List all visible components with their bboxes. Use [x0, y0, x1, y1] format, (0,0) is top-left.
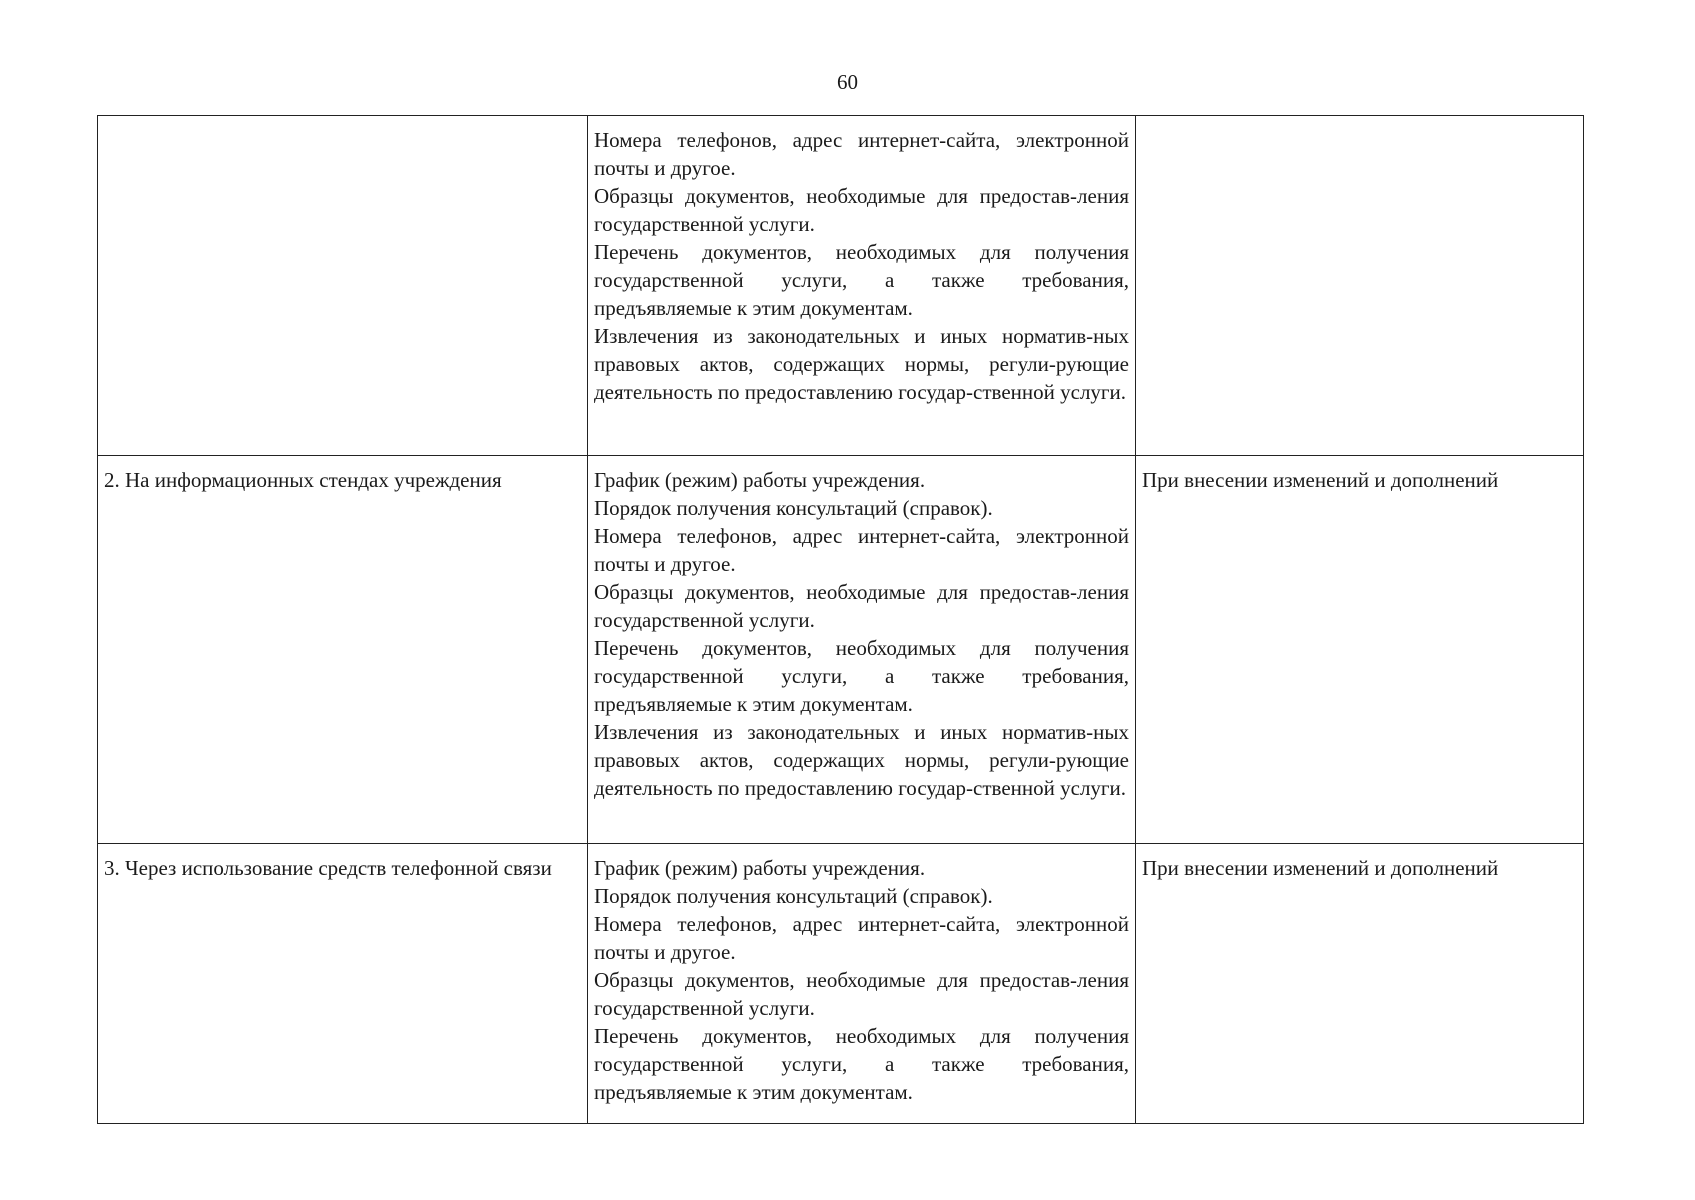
info-item: График (режим) работы учреждения. — [594, 856, 926, 880]
timing-cell: При внесении изменений и дополнений — [1136, 844, 1584, 1124]
info-item: Извлечения из законодательных и иных норматив-ных правовых актов, содержащих нормы, регули-рующие деятельность по предоставлению государ-ственной услуги. — [594, 324, 1129, 404]
info-table — [97, 115, 1584, 1124]
method-cell: 3. Через использование средств телефонной связи — [98, 844, 588, 1124]
info-item: Номера телефонов, адрес интернет-сайта, электронной почты и другое. — [594, 524, 1129, 576]
info-cell — [588, 456, 1136, 844]
table-row — [98, 456, 1584, 844]
info-item: Извлечения из законодательных и иных норматив-ных правовых актов, содержащих нормы, регули-рующие деятельность по предоставлению государ-ственной услуги. — [594, 720, 1129, 800]
info-item: Перечень документов, необходимых для получения государственной услуги, а также требования, предъявляемые к этим документам. — [594, 1024, 1129, 1104]
info-item: Порядок получения консультаций (справок). — [594, 496, 993, 520]
table-row — [98, 116, 1584, 456]
info-item: Перечень документов, необходимых для получения государственной услуги, а также требования, предъявляемые к этим документам. — [594, 636, 1129, 716]
method-cell: 2. На информационных стендах учреждения — [98, 456, 588, 844]
info-item: Порядок получения консультаций (справок). — [594, 884, 993, 908]
method-cell — [98, 116, 588, 456]
info-item: Образцы документов, необходимые для предостав-ления государственной услуги. — [594, 580, 1129, 632]
info-item: Номера телефонов, адрес интернет-сайта, электронной почты и другое. — [594, 912, 1129, 964]
info-item: Образцы документов, необходимые для предостав-ления государственной услуги. — [594, 184, 1129, 236]
page-number: 60 — [837, 70, 858, 94]
info-item: Образцы документов, необходимые для предостав-ления государственной услуги. — [594, 968, 1129, 1020]
timing-cell: При внесении изменений и дополнений — [1136, 456, 1584, 844]
table-row — [98, 844, 1584, 1124]
info-cell — [588, 116, 1136, 456]
info-cell — [588, 844, 1136, 1124]
info-item: Перечень документов, необходимых для получения государственной услуги, а также требования, предъявляемые к этим документам. — [594, 240, 1129, 320]
timing-cell — [1136, 116, 1584, 456]
info-item: График (режим) работы учреждения. — [594, 468, 926, 492]
info-item: Номера телефонов, адрес интернет-сайта, электронной почты и другое. — [594, 128, 1129, 180]
